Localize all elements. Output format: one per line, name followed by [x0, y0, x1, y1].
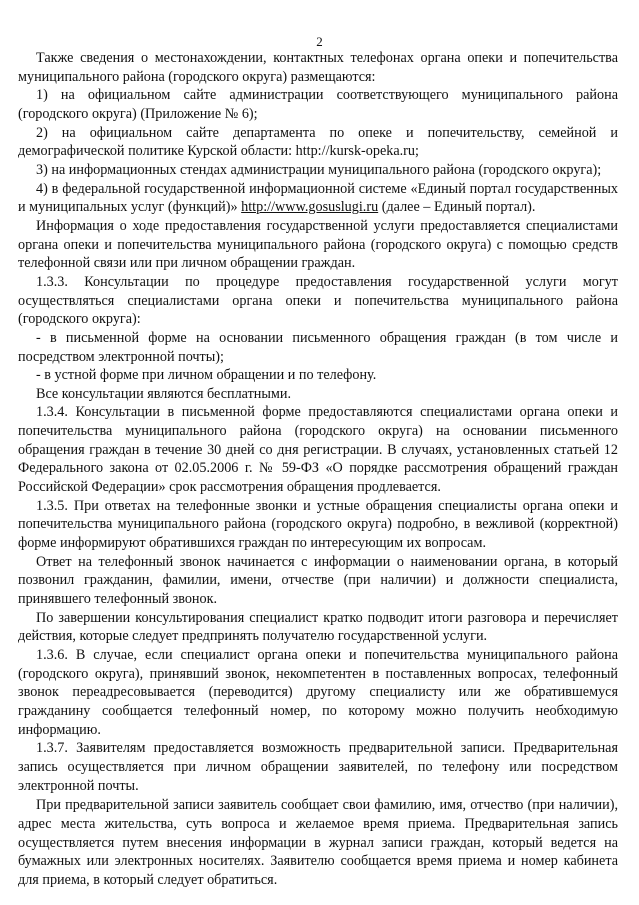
- paragraph-1-3-3: 1.3.3. Консультации по процедуре предоставления государственной услуги могут осуществляться специалистами органа опеки и попечительства муниципального района (городского округа):: [18, 273, 618, 328]
- paragraph-phone-answer: Ответ на телефонный звонок начинается с информации о наименовании органа, в который позвонил гражданин, фамилии, имени, отчестве (при наличии) и должности специалиста, принявшего телефонный звонок.: [18, 553, 618, 608]
- paragraph-1-3-4: 1.3.4. Консультации в письменной форме предоставляются специалистами органа опеки и попечительства муниципального района (городского округа) на основании письменного обращения граждан в течение 30 дней со дня регистрации. В случаях, установленных статьей 12 Федерального закона от 02.05.2006 г. № 59-ФЗ «О порядке рассмотрения обращений граждан Российской Федерации» срок рассмотрения обращения продлевается.: [18, 404, 618, 496]
- list-item-unified-portal: [18, 180, 618, 217]
- paragraph-pre-registration: При предварительной записи заявитель сообщает свои фамилию, имя, отчество (при наличии), адрес места жительства, суть вопроса и желаемое время приема. Предварительная запись осуществляется путем внесения информации в журнал записи граждан, который ведется на бумажных или электронных носителях. Заявителю сообщается время приема и номер кабинета для приема, в который следует обратиться.: [18, 797, 618, 889]
- list-item-oral-form: - в устной форме при личном обращении и по телефону.: [36, 367, 377, 384]
- paragraph-1-3-7: 1.3.7. Заявителям предоставляется возможность предварительной записи. Предварительная запись осуществляется при личном обращении заявителей, по телефону или посредством электронной почты.: [18, 740, 618, 794]
- list-item-written-form: - в письменной форме на основании письменного обращения граждан (в том числе и посредством электронной почты);: [18, 329, 618, 365]
- paragraph-1-3-5: 1.3.5. При ответах на телефонные звонки и устные обращения специалисты органа опеки и попечительства муниципального района (городского округа) подробно, в вежливой (корректной) форме информируют обратившихся граждан по интересующим их вопросам.: [18, 497, 618, 552]
- paragraph-consultation-end: По завершении консультирования специалист кратко подводит итоги разговора и перечисляет действия, которые следует предпринять получателю государственной услуги.: [18, 609, 618, 645]
- list-item-info-stands: 3) на информационных стендах администрации муниципального района (городского округа);: [36, 161, 602, 178]
- paragraph-progress-info: Информация о ходе предоставления государственной услуги предоставляется специалистами органа опеки и попечительства муниципального района (городского округа) с помощью средств телефонной связи или при личном обращении граждан.: [18, 217, 618, 272]
- portal-text-before: 4) в федеральной государственной информационной системе «Единый портал государственных и муниципальных услуг (функций)»: [18, 180, 618, 216]
- list-item-department-site: 2) на официальном сайте департамента по опеке и попечительству, семейной и демографической политике Курской области: http://kursk-opeka.ru;: [18, 124, 618, 160]
- page-number: 2: [316, 34, 323, 49]
- gosuslugi-link[interactable]: http://www.gosuslugi.ru: [241, 199, 379, 216]
- paragraph-free-consultations: Все консультации являются бесплатными.: [36, 385, 292, 402]
- list-item-admin-site: 1) на официальном сайте администрации соответствующего муниципального района (городского округа) (Приложение № 6);: [18, 87, 618, 122]
- portal-text-after: (далее – Единый портал).: [378, 199, 536, 216]
- document-body: [18, 49, 618, 890]
- paragraph-1-3-6: 1.3.6. В случае, если специалист органа опеки и попечительства муниципального района (городского округа), принявший звонок, некомпетентен в поставленных вопросах, телефонный звонок переадресовывается (переводится) другому специалисту или же обратившемуся гражданину сообщается телефонный номер, по которому можно получить необходимую информацию.: [18, 647, 618, 738]
- paragraph-info-placement: Также сведения о местонахождении, контактных телефонах органа опеки и попечительства муниципального района (городского округа) размещаются:: [18, 50, 618, 85]
